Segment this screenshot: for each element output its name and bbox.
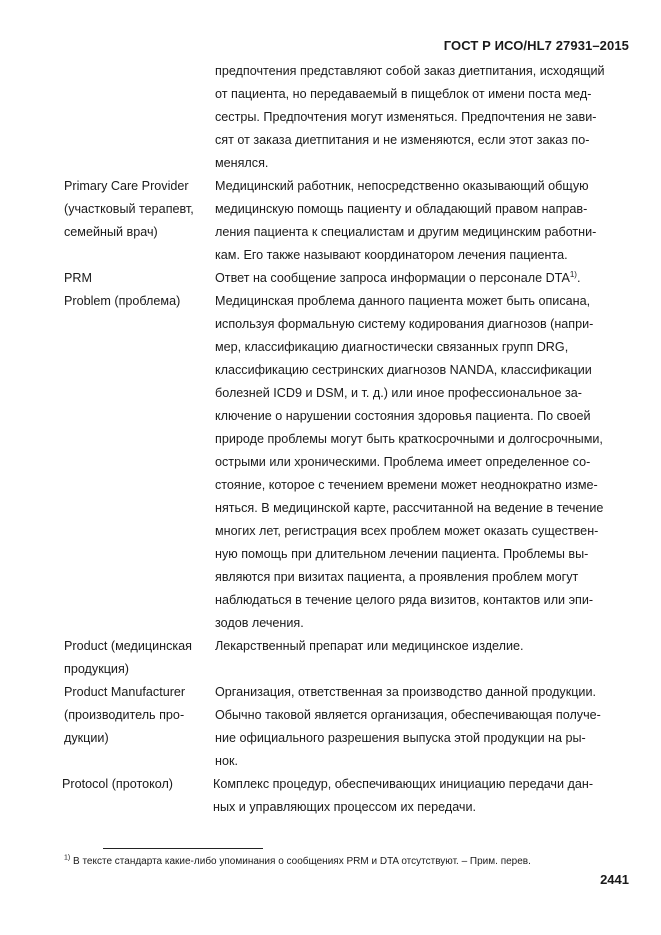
term-line: дукции) [64,731,109,745]
term-line: Product (медицинская [64,639,192,653]
def-line: медицинскую помощь пациенту и обладающий правом направ- [215,202,588,216]
def-line: Лекарственный препарат или медицинское изделие. [215,639,524,653]
term-line: продукция) [64,662,129,676]
term-line: Problem (проблема) [64,294,181,308]
def-line [215,267,630,290]
def-line: Обычно таковой является организация, обеспечивающая получе- [215,708,601,722]
footnote-text: В тексте стандарта какие-либо упоминания о сообщениях PRM и DTA отсутствуют. – Прим. перев. [70,856,531,867]
def-line: ления пациента к специалистам и другим медицинским работни- [215,225,597,239]
glossary-definition [215,635,630,658]
glossary-definition [215,175,630,267]
term-line: семейный врач) [64,225,158,239]
glossary-term [64,267,209,290]
def-line: классификацию сестринских диагнозов NANDA, классификации [215,363,592,377]
glossary-term [62,773,207,796]
def-line: Организация, ответственная за производство данной продукции. [215,685,597,699]
standard-header: ГОСТ Р ИСО/HL7 27931–2015 [443,38,629,53]
def-line: наблюдаться в течение целого ряда визитов, контактов или эпи- [215,593,594,607]
def-text: Ответ на сообщение запроса информации о персонале DTA [215,271,570,285]
text-line: предпочтения представляют собой заказ диетпитания, исходящий [215,64,605,78]
def-line: кам. Его также называют координатором лечения пациента. [215,248,568,262]
term-line: PRM [64,271,92,285]
glossary-definition [215,267,630,290]
footnote-marker: 1) [64,854,71,862]
def-line: нок. [215,754,238,768]
def-line: природе проблемы могут быть краткосрочными и долгосрочными, [215,432,603,446]
glossary-term [64,635,209,681]
def-line: ние официального разрешения выпуска этой продукции на ры- [215,731,586,745]
def-line: болезней ICD9 и DSM, и т. д.) или иное профессиональное за- [215,386,582,400]
def-line: стояние, которое с течением времени может неоднократно изме- [215,478,598,492]
glossary-term [64,175,209,244]
footnote-divider [103,848,263,849]
glossary-definition [213,773,628,819]
def-line: Комплекс процедур, обеспечивающих инициацию передачи дан- [213,777,594,791]
text-line: сят от заказа диетпитания и не изменяются, если этот заказ по- [215,133,590,147]
text-line: от пациента, но передаваемый в пищеблок от имени поста мед- [215,87,592,101]
def-line: острыми или хроническими. Проблема имеет определенное со- [215,455,591,469]
footnote-reference[interactable]: 1) [569,269,577,279]
glossary-definition [215,290,630,635]
term-line: Primary Care Provider [64,179,189,193]
term-line: Product Manufacturer [64,685,186,699]
continuation-paragraph [215,60,630,175]
page-number: 2441 [600,872,629,887]
def-line: используя формальную систему кодирования диагнозов (напри- [215,317,594,331]
def-line: ключение о нарушении состояния здоровья пациента. По своей [215,409,591,423]
def-line: мер, классификацию диагностически связанных групп DRG, [215,340,569,354]
def-line: ных и управляющих процессом их передачи. [213,800,477,814]
def-text-end: . [576,271,581,285]
term-line: (участковый терапевт, [64,202,194,216]
def-line: няться. В медицинской карте, рассчитанной на ведение в течение [215,501,604,515]
def-line: Медицинская проблема данного пациента может быть описана, [215,294,591,308]
text-line: сестры. Предпочтения могут изменяться. Предпочтения не зави- [215,110,597,124]
term-line: Protocol (протокол) [62,777,173,791]
glossary-term [64,681,209,750]
footnote [64,856,531,867]
def-line: многих лет, регистрация всех проблем может оказать существен- [215,524,599,538]
text-line: менялся. [215,156,269,170]
def-line: ную помощь при длительном лечении пациента. Проблемы вы- [215,547,589,561]
def-line: являются при визитах пациента, а проявления проблем могут [215,570,579,584]
glossary-definition [215,681,630,773]
def-line: Медицинский работник, непосредственно оказывающий общую [215,179,589,193]
def-line: зодов лечения. [215,616,304,630]
glossary-term [64,290,209,313]
term-line: (производитель про- [64,708,185,722]
